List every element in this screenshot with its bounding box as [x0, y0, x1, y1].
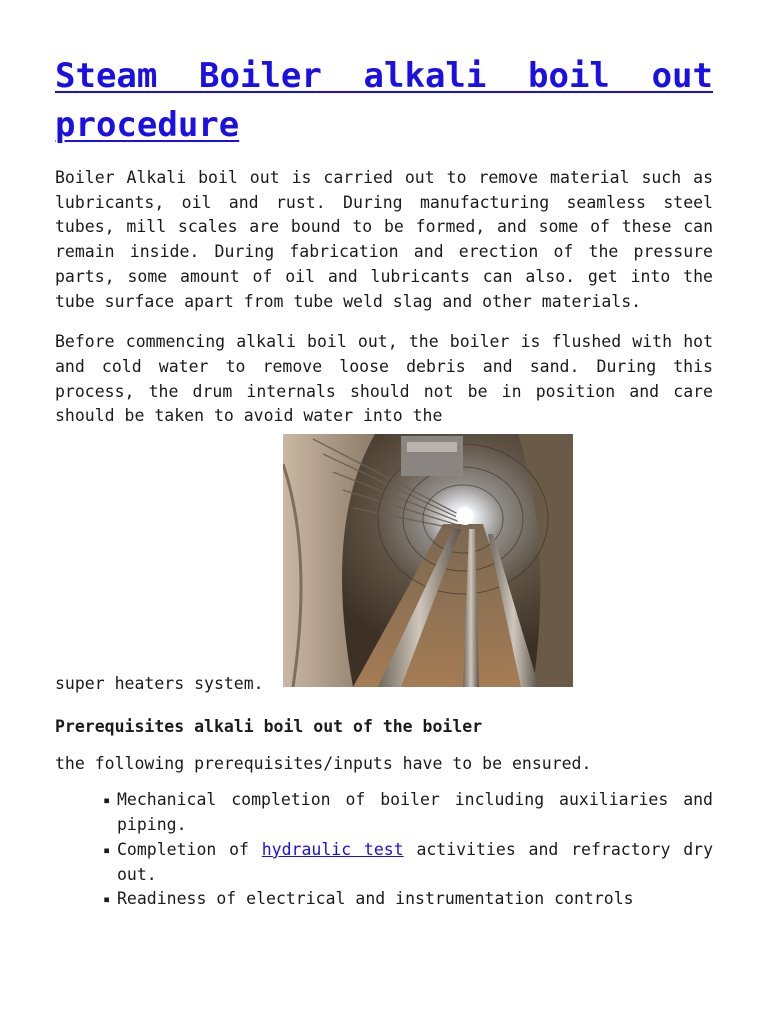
photo-row	[55, 429, 713, 695]
prerequisites-list	[55, 788, 713, 912]
bullet-icon: ▪	[103, 842, 111, 857]
bullet-icon: ▪	[103, 892, 111, 907]
list-item	[103, 788, 713, 837]
list-item-text-before: Completion of	[117, 839, 262, 859]
boiler-drum-photo	[283, 434, 573, 687]
page-title	[55, 52, 713, 150]
prerequisites-intro: the following prerequisites/inputs have to be ensured.	[55, 753, 592, 773]
title-line-2: procedure	[55, 105, 240, 145]
list-item-text: Mechanical completion of boiler including auxiliaries and piping.	[117, 790, 713, 835]
paragraph-flushing-tail: super heaters system.	[55, 674, 264, 694]
article	[55, 52, 713, 912]
title-line-1: Steam Boiler alkali boil out	[55, 56, 713, 96]
list-item	[103, 838, 714, 887]
paragraph-flushing: Before commencing alkali boil out, the boiler is flushed with hot and cold water to remove loose debris and sand. During this process, the drum internals should not be in position and care should be taken to avoid water into the	[55, 332, 713, 426]
paragraph-intro: Boiler Alkali boil out is carried out to remove material such as lubricants, oil and rust. During manufacturing seamless steel tubes, mill scales are bound to be formed, and some of these can remain inside. During fabrication and erection of the pressure parts, some amount of oil and lubricants can also. get into the tube surface apart from tube weld slag and other materials.	[55, 168, 713, 311]
title-link[interactable]	[55, 56, 713, 150]
hydraulic-test-link[interactable]: hydraulic test	[261, 839, 404, 859]
list-item-text: Readiness of electrical and instrumentation controls	[117, 889, 634, 909]
list-item	[103, 887, 713, 912]
list-item-text-after: activities and refractory dry out.	[117, 839, 714, 884]
section-heading: Prerequisites alkali boil out of the boiler	[55, 717, 483, 737]
bullet-icon: ▪	[103, 793, 111, 808]
